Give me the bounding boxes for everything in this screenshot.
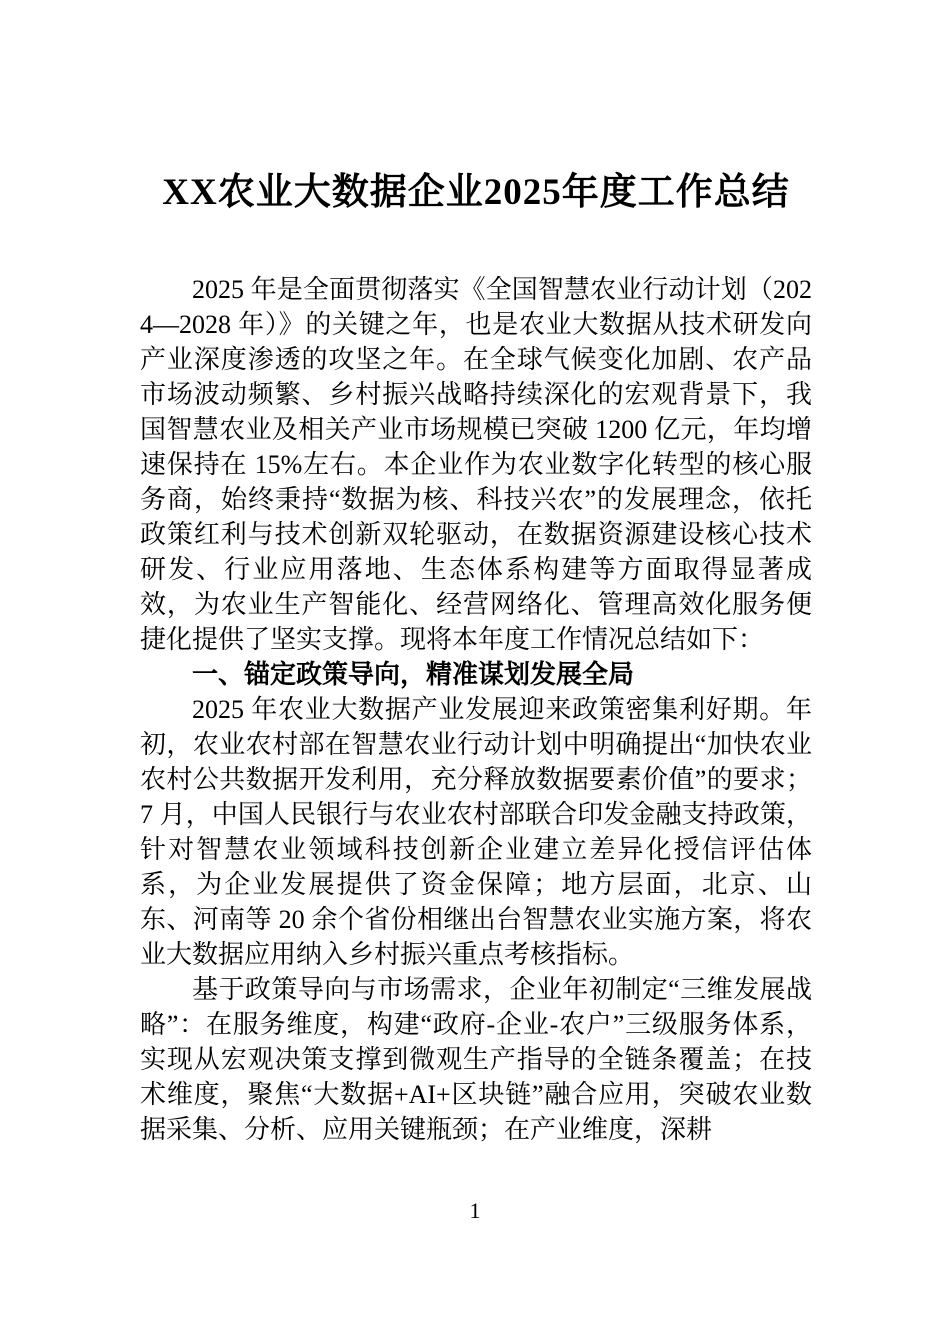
section-heading: 一、锚定政策导向，精准谋划发展全局 xyxy=(192,660,635,689)
page-number: 1 xyxy=(469,1198,481,1223)
document-title: XX农业大数据企业2025年度工作总结 xyxy=(162,172,790,213)
paragraph: 2025 年是全面贯彻落实《全国智慧农业行动计划（2024—2028 年）》的关键之年，也是农业大数据从技术研发向产业深度渗透的攻坚之年。在全球气候变化加剧、农产品市场波动频繁、乡村振兴战略持续深化的宏观背景下，我国智慧农业及相关产业市场规模已突破 1200 亿元，年均增速保持在 15%左右。本企业作为农业数字化转型的核心服务商，始终秉持“数据为核、科技兴农”的发展理念，依托政策红利与技术创新双轮驱动，在数据资源建设核心技术研发、行业应用落地、生态体系构建等方面取得显著成效，为农业生产智能化、经营网络化、管理高效化服务便捷化提供了坚实支撑。现将本年度工作情况总结如下： xyxy=(140,275,812,654)
paragraph: 2025 年农业大数据产业发展迎来政策密集利好期。年初，农业农村部在智慧农业行动计划中明确提出“加快农业农村公共数据开发利用，充分释放数据要素价值”的要求；7 月，中国人民银行与农业农村部联合印发金融支持政策，针对智慧农业领域科技创新企业建立差异化授信评估体系，为企业发展提供了资金保障；地方层面，北京、山东、河南等 20 余个省份相继出台智慧农业实施方案，将农业大数据应用纳入乡村振兴重点考核指标。 xyxy=(140,695,812,969)
paragraph: 基于政策导向与市场需求，企业年初制定“三维发展战略”：在服务维度，构建“政府-企业-农户”三级服务体系，实现从宏观决策支撑到微观生产指导的全链条覆盖；在技术维度，聚焦“大数据+AI+区块链”融合应用，突破农业数据采集、分析、应用关键瓶颈；在产业维度，深耕 xyxy=(140,975,812,1144)
